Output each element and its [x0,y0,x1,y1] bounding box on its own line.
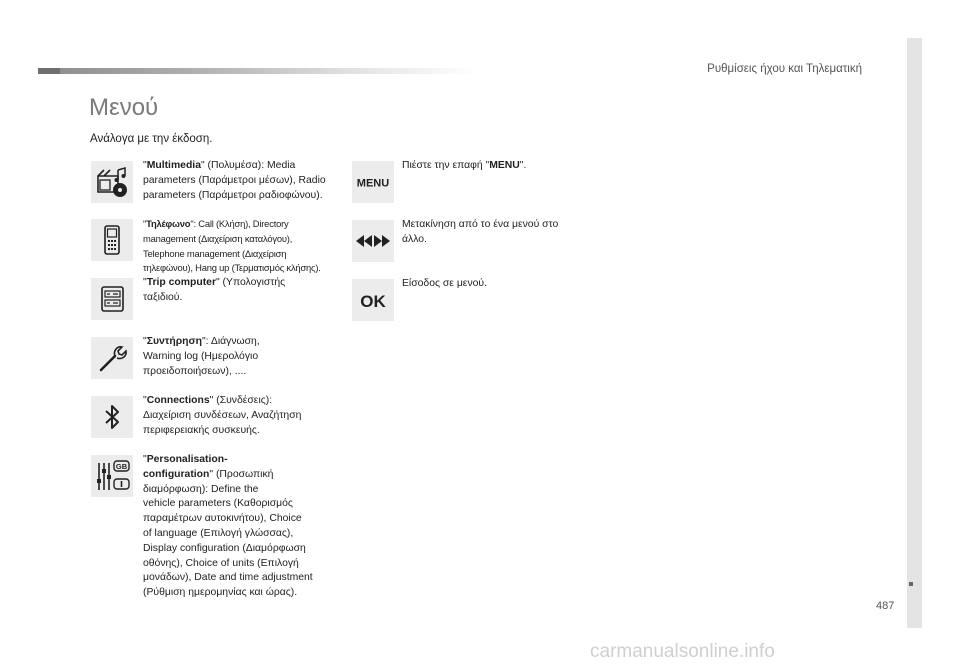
connections-description: "Connections" (Συνδέσεις): Διαχείριση συνδέσεων, Αναζήτηση περιφερειακής συσκευής. [143,395,302,436]
personalisation-icon [91,455,133,497]
trip-computer-icon [91,278,133,320]
ok-button-icon [352,279,394,321]
maintenance-name: Συντήρηση [146,336,202,347]
phone-description: "Τηλέφωνο": Call (Κλήση), Directory management (Διαχείριση καταλόγου), Telephone management (Διαχείριση τηλεφώνου), Hang up (Τερματισμός κλήσης). [143,218,321,274]
sidebar-marker [909,582,913,586]
multimedia-icon [91,161,133,203]
svg-text:MENU: MENU [356,177,390,190]
phone-icon [91,219,133,261]
multimedia-name: Multimedia [146,160,201,171]
menu-button-icon [352,161,394,203]
personalisation-description: "Personalisation- configuration" (Προσωπική διαμόρφωση): Define the vehicle parameters (Καθορισμός παραμέτρων αυτοκινήτου), Choice of language (Επιλογή γλώσσας), Display configuration (Διαμόρφωση οθόνης), Choice of units (Επιλογή μονάδων), Date and time adjustment (Ρύθμιση ημερομηνίας και ώρας). [143,454,313,599]
trip-computer-name: Trip computer [146,277,216,288]
menu-action-description: Πιέστε την επαφή "MENU". [402,160,527,171]
page-number: 487 [876,600,895,612]
svg-text:GB: GB [115,462,128,471]
personalisation-name-line1: Personalisation- [146,454,228,465]
svg-text:OK: OK [360,292,386,311]
connections-name: Connections [146,395,210,406]
phone-name: Τηλέφωνο [146,218,191,229]
header-bar-accent [38,68,60,74]
section-title: Ρυθμίσεις ήχου και Τηλεματική [707,63,862,75]
watermark: carmanualsonline.info [590,641,775,662]
bluetooth-icon [91,396,133,438]
maintenance-description: "Συντήρηση": Διάγνωση, Warning log (Ημερολόγιο προειδοποιήσεων), .... [143,336,260,377]
page-sidebar [907,38,922,628]
arrows-action-description: Μετακίνηση από το ένα μενού στο άλλο. [402,219,559,245]
trip-computer-description: "Trip computer" (Υπολογιστής ταξιδιού. [143,277,286,303]
ok-action-description: Είσοδος σε μενού. [402,278,487,289]
personalisation-name-line2: configuration [143,468,210,480]
header-gradient-bar [38,68,478,74]
page-title: Μενού [89,94,159,121]
page-subtitle: Ανάλογα με την έκδοση. [90,133,213,145]
wrench-icon [91,337,133,379]
arrows-icon [352,220,394,262]
multimedia-description: "Multimedia" (Πολυμέσα): Media parameters (Παράμετροι μέσων), Radio parameters (Παράμετροι ραδιοφώνου). [143,160,326,201]
